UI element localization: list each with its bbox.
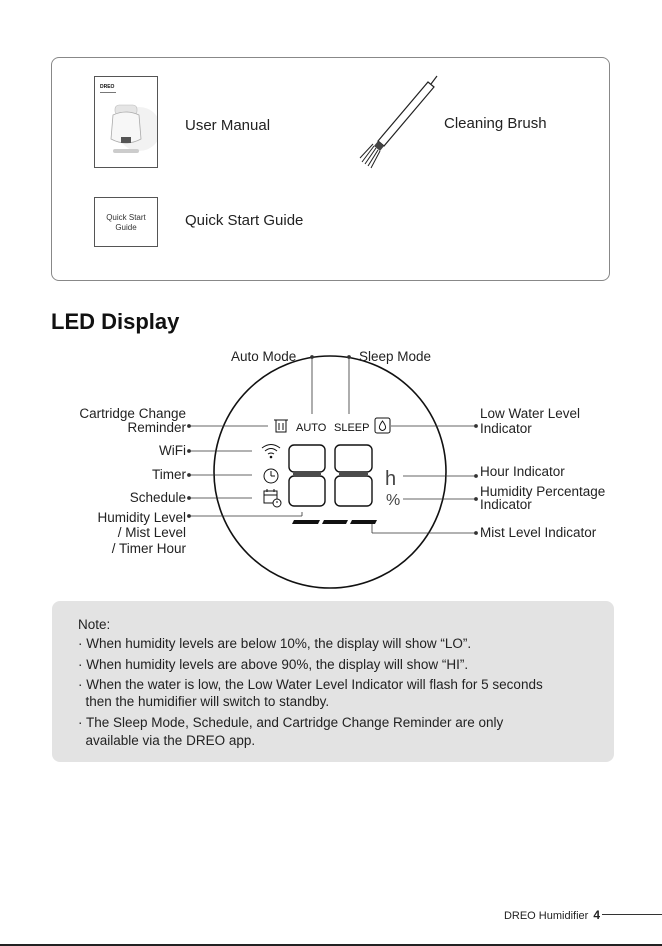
footer-rule (602, 914, 662, 915)
hour-indicator-label: Hour Indicator (480, 464, 565, 479)
qsg-thumb-line1: Quick Start (106, 213, 146, 222)
user-manual-label: User Manual (185, 117, 271, 134)
humidity-label-line1: Humidity Level (97, 510, 186, 525)
qsg-thumb-line2: Guide (115, 223, 137, 232)
low-water-icon (375, 418, 390, 433)
cartridge-label-line1: Cartridge Change (79, 406, 186, 421)
note-line: then the humidifier will switch to standby. (78, 694, 330, 709)
schedule-icon (264, 489, 281, 507)
display-percent-symbol: % (386, 492, 401, 509)
display-auto-text: AUTO (296, 422, 327, 434)
page-footer (504, 908, 600, 922)
mist-level-label: Mist Level Indicator (480, 525, 597, 540)
quick-start-guide-image (94, 197, 158, 247)
digit-display (289, 445, 372, 506)
cleaning-brush-label: Cleaning Brush (444, 115, 547, 132)
schedule-label: Schedule (129, 490, 186, 505)
low-water-label-line1: Low Water Level (480, 406, 581, 421)
section-title: LED Display (51, 309, 180, 334)
footer-brand: DREO Humidifier (503, 910, 589, 922)
humidity-pct-label-line1: Humidity Percentage (480, 484, 606, 499)
sleep-mode-label: Sleep Mode (359, 349, 432, 364)
note-title: Note: (78, 617, 111, 632)
user-manual-illustration (95, 77, 157, 167)
humidity-label-line2: / Mist Level (117, 525, 186, 540)
wifi-label: WiFi (159, 443, 186, 458)
note-line: · The Sleep Mode, Schedule, and Cartridge Change Reminder are only (78, 715, 504, 730)
mist-level-bars (292, 520, 377, 524)
note-line: available via the DREO app. (78, 733, 256, 748)
note-line: · When humidity levels are below 10%, the display will show “LO”. (78, 636, 472, 651)
timer-icon (264, 469, 278, 483)
display-hour-symbol: h (385, 468, 397, 490)
auto-mode-label: Auto Mode (231, 349, 297, 364)
display-outline (214, 356, 446, 588)
low-water-label-line2: Indicator (480, 421, 532, 436)
quick-start-guide-label: Quick Start Guide (185, 212, 304, 229)
cartridge-icon (274, 420, 288, 432)
cleaning-brush-icon (358, 74, 444, 174)
page-number: 4 (593, 908, 600, 922)
timer-label: Timer (152, 467, 186, 482)
humidity-label-line3: / Timer Hour (111, 541, 186, 556)
note-line: · When the water is low, the Low Water Level Indicator will flash for 5 seconds (78, 677, 543, 692)
display-sleep-text: SLEEP (334, 422, 370, 434)
manual-thumb-brand: DREO (100, 84, 115, 90)
digit-1 (289, 445, 325, 506)
digit-2 (335, 445, 372, 506)
note-line: · When humidity levels are above 90%, the display will show “HI”. (78, 657, 469, 672)
user-manual-image (94, 76, 158, 168)
wifi-icon (262, 445, 280, 458)
cartridge-label-line2: Reminder (127, 420, 186, 435)
humidity-pct-label-line2: Indicator (480, 497, 532, 512)
